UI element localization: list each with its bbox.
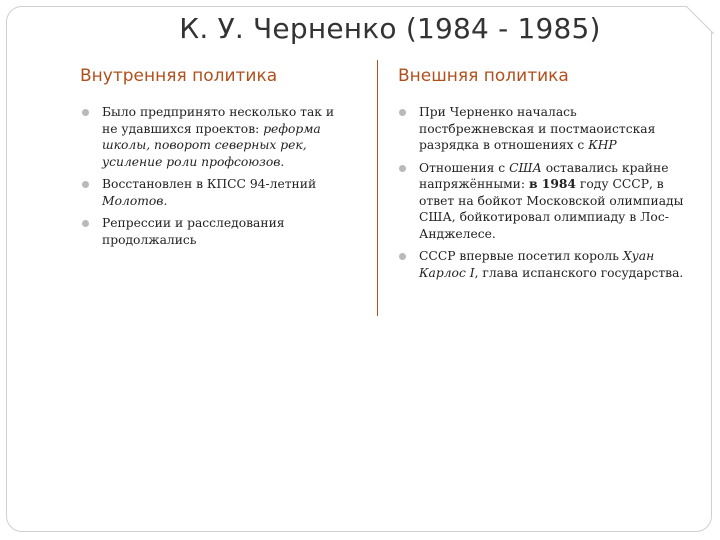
item-text: Отношения с (419, 160, 510, 175)
item-text-italic: Молотов. (102, 193, 168, 208)
foreign-policy-list (399, 104, 689, 281)
list-item (399, 160, 689, 243)
item-text: СССР впервые посетил король (419, 249, 623, 263)
item-text-bold: в 1984 (528, 176, 576, 191)
domestic-policy-list (82, 104, 352, 248)
item-text-italic: США (509, 160, 542, 175)
item-text-italic: реформа школы, поворот северных рек, усиление роли профсоюзов. (102, 121, 321, 169)
bullet-icon (82, 109, 89, 116)
item-text: году СССР, в ответ на бойкот Московской олимпиады США, бойкотировал олимпиаду в Лос-Анджелесе. (419, 177, 684, 241)
item-text-italic: КНР (588, 138, 617, 152)
column-divider (377, 60, 378, 316)
list-item (399, 248, 689, 281)
slide-title: К. У. Черненко (1984 - 1985) (179, 12, 601, 45)
item-text: Восстановлен в КПСС 94-летний (102, 177, 317, 191)
list-item (82, 104, 352, 170)
domestic-policy-heading: Внутренняя политика (80, 66, 278, 86)
item-text: Было предпринято несколько так и не удавшихся проектов: (102, 105, 335, 136)
bullet-icon (399, 165, 406, 172)
item-text: оставались крайне напряжёнными: (419, 160, 669, 191)
list-item (399, 104, 689, 154)
item-text: При Черненко началась постбрежневская и постмаоистская разрядка в отношениях с (419, 105, 656, 152)
list-item (82, 176, 352, 209)
list-item (82, 215, 352, 248)
bullet-icon (82, 181, 89, 188)
item-text-italic: Хуан Карлос I (419, 249, 655, 280)
item-text: Репрессии и расследования продолжались (102, 216, 285, 247)
item-text: , глава испанского государства. (474, 265, 684, 280)
bullet-icon (399, 109, 406, 116)
bullet-icon (82, 220, 89, 227)
foreign-policy-heading: Внешняя политика (398, 66, 569, 86)
bullet-icon (399, 253, 406, 260)
